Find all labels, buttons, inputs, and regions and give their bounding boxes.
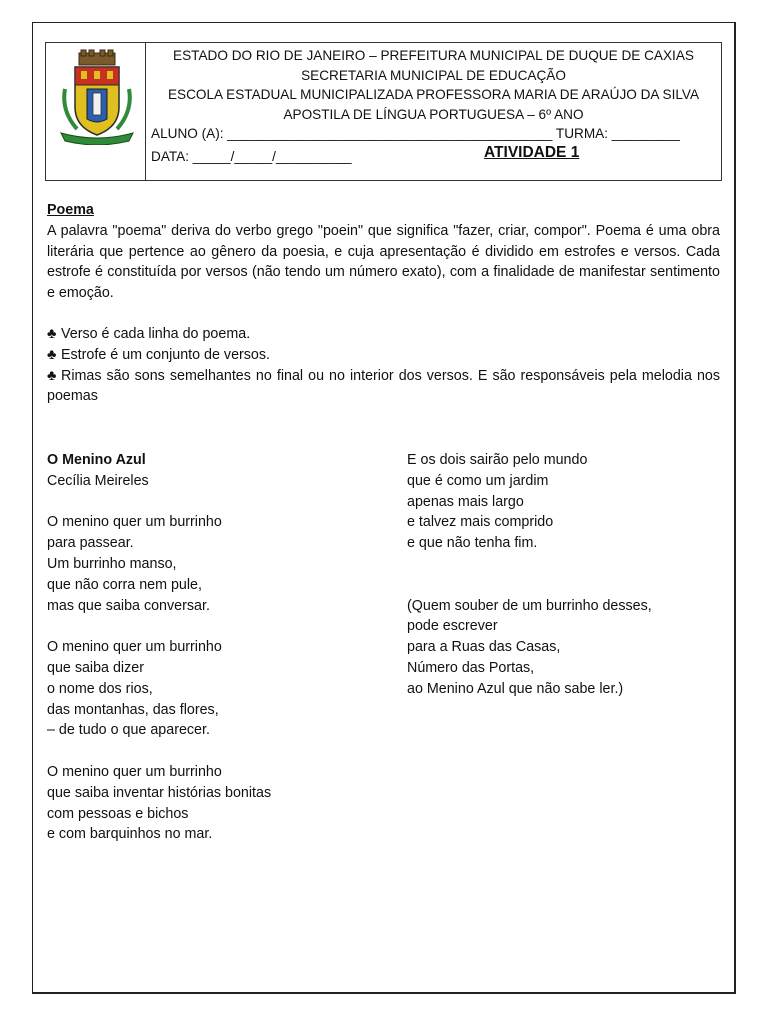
verse: que não corra nem pule, (47, 576, 202, 593)
club-icon: ♣ (47, 325, 57, 342)
verse: O menino quer um burrinho (47, 763, 222, 780)
stanza (407, 596, 727, 700)
verse: das montanhas, das flores, (47, 701, 219, 718)
verse: – de tudo o que aparecer. (47, 722, 210, 739)
list-item (47, 345, 720, 366)
verse: e que não tenha fim. (407, 535, 538, 552)
verse: apenas mais largo (407, 493, 524, 510)
verse: Um burrinho manso, (47, 555, 177, 572)
header-box (45, 42, 722, 181)
poem-left-column (47, 450, 377, 866)
header-state-line: ESTADO DO RIO DE JANEIRO – PREFEITURA MUNICIPAL DE DUQUE DE CAXIAS (173, 48, 694, 63)
verse: O menino quer um burrinho (47, 639, 222, 656)
poem-heading (47, 450, 377, 492)
header-titles (146, 43, 721, 124)
definition-text: Estrofe é um conjunto de versos. (61, 346, 271, 363)
list-item (47, 366, 720, 408)
verse: mas que saiba conversar. (47, 597, 210, 614)
definition-list (47, 324, 720, 407)
section-title: Poema (47, 202, 94, 218)
header-school-line: ESCOLA ESTADUAL MUNICIPALIZADA PROFESSORA MARIA DE ARAÚJO DA SILVA (167, 87, 700, 102)
verse: pode escrever (407, 618, 498, 635)
list-item (47, 324, 720, 345)
stanza (47, 762, 377, 845)
stanza (47, 637, 377, 741)
student-name-field: ALUNO (A): ___________________________________________ TURMA: _________ (151, 126, 680, 141)
verse: para a Ruas das Casas, (407, 639, 561, 656)
header-course-line: APOSTILA DE LÍNGUA PORTUGUESA – 6º ANO (283, 106, 584, 122)
verse: que saiba dizer (47, 659, 144, 676)
poem-author: Cecília Meireles (47, 472, 149, 489)
definition-text: Rimas são sons semelhantes no final ou no interior dos versos. E são responsáveis pela melodia nos poemas (47, 367, 720, 405)
verse: que é como um jardim (407, 472, 549, 489)
coat-of-arms-logo (59, 49, 135, 145)
logo-cell (46, 43, 146, 180)
club-icon: ♣ (47, 346, 57, 363)
verse: e com barquinhos no mar. (47, 826, 213, 843)
intro-paragraph: A palavra "poema" deriva do verbo grego "poein" que significa "fazer, criar, compor". Poema é uma obra literária que pertence ao gênero da poesia, e cuja apresentação é dividido em estrofes e versos. Cada estrofe é constituída por versos (não tendo um número exato), com a finalidade de manifestar sentimento e emoção. (47, 222, 720, 302)
stanza (47, 512, 377, 616)
verse: (Quem souber de um burrinho desses, (407, 597, 652, 614)
poem-right-column (407, 450, 727, 720)
stanza (407, 450, 727, 554)
verse: para passear. (47, 535, 134, 552)
intro-section (47, 200, 720, 407)
verse: Número das Portas, (407, 659, 535, 676)
poem-title: O Menino Azul (47, 452, 146, 468)
definition-text: Verso é cada linha do poema. (61, 325, 251, 342)
verse: e talvez mais comprido (407, 514, 554, 531)
header-secretariat-line: SECRETARIA MUNICIPAL DE EDUCAÇÃO (301, 67, 566, 83)
header-text (146, 43, 721, 180)
verse: E os dois sairão pelo mundo (407, 452, 588, 468)
verse: o nome dos rios, (47, 680, 153, 697)
verse: O menino quer um burrinho (47, 514, 222, 531)
club-icon: ♣ (47, 367, 57, 384)
verse: com pessoas e bichos (47, 805, 189, 822)
verse: que saiba inventar histórias bonitas (47, 784, 272, 801)
date-field: DATA: _____/_____/__________ (151, 149, 352, 164)
activity-title: ATIVIDADE 1 (484, 144, 580, 161)
verse: ao Menino Azul que não sabe ler.) (407, 680, 624, 697)
